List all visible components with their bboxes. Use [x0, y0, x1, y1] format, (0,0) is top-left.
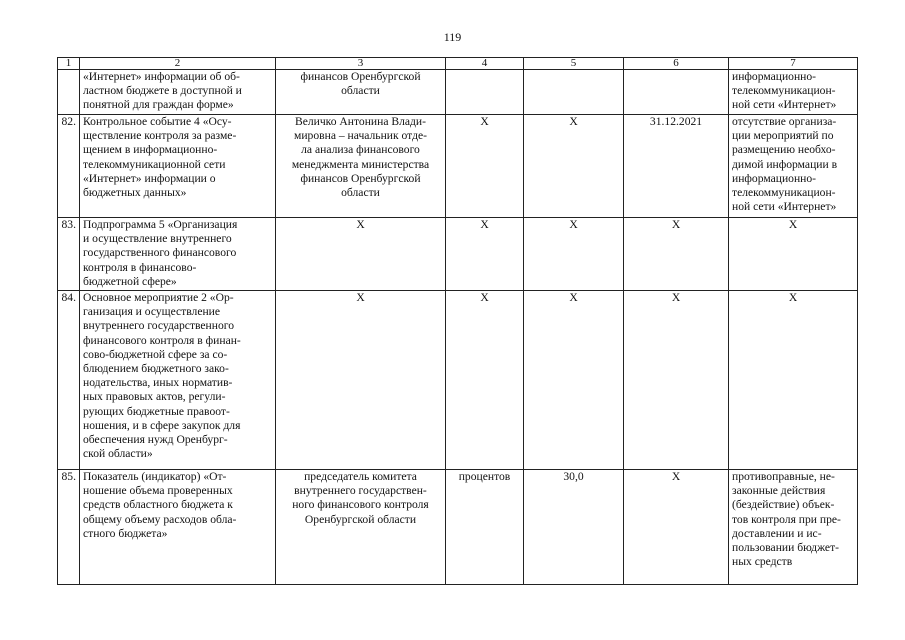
column-header: 3 [276, 58, 446, 70]
row-note: отсутствие организа- ции мероприятий по размещению необхо- димой информации в информационно- телекоммуникацион- ной сети «Интернет» [729, 115, 858, 218]
column-header: 7 [729, 58, 858, 70]
row-number: 84. [58, 291, 80, 470]
page-number: 119 [443, 30, 462, 44]
row-note: X [729, 218, 858, 291]
row-unit [446, 70, 524, 115]
row-unit: процентов [446, 470, 524, 585]
table-row [58, 218, 858, 291]
row-name: «Интернет» информации об об- ластном бюджете в доступной и понятной для граждан форме» [80, 70, 276, 115]
row-responsible: X [276, 218, 446, 291]
row-value [524, 70, 624, 115]
table-row [58, 70, 858, 115]
row-note: информационно- телекоммуникацион- ной сети «Интернет» [729, 70, 858, 115]
row-note: X [729, 291, 858, 470]
row-number: 85. [58, 470, 80, 585]
table-row [58, 470, 858, 585]
column-header: 6 [624, 58, 729, 70]
row-number [58, 70, 80, 115]
row-name: Показатель (индикатор) «От- ношение объема проверенных средств областного бюджета к общему объему расходов обла- стного бюджета» [80, 470, 276, 585]
row-responsible: X [276, 291, 446, 470]
table-row [58, 115, 858, 218]
column-header: 2 [80, 58, 276, 70]
row-unit: X [446, 291, 524, 470]
row-date: 31.12.2021 [624, 115, 729, 218]
row-value: X [524, 115, 624, 218]
row-unit: X [446, 115, 524, 218]
row-number: 83. [58, 218, 80, 291]
row-unit: X [446, 218, 524, 291]
row-name: Основное мероприятие 2 «Ор- ганизация и осуществление внутреннего государственного финансового контроля в финан- сово-бюджетной сфере за со- блюдением бюджетного зако- нодательства, иных норматив- ных правовых актов, регули- рующих бюджетные правоот- ношения, и в сфере закупок для обеспечения нужд Оренбург- ской области» [80, 291, 276, 470]
row-name: Контрольное событие 4 «Осу- ществление контроля за разме- щением в информационно- телекоммуникационной сети «Интернет» информации о бюджетных данных» [80, 115, 276, 218]
row-value: 30,0 [524, 470, 624, 585]
row-note: противоправные, не- законные действия (бездействие) объек- тов контроля при пре- доставлении и ис- пользовании бюджет- ных средств [729, 470, 858, 585]
row-responsible: финансов Оренбургской области [276, 70, 446, 115]
column-header: 4 [446, 58, 524, 70]
row-value: X [524, 291, 624, 470]
row-responsible: Величко Антонина Влади- мировна – начальник отде- ла анализа финансового менеджмента министерства финансов Оренбургской области [276, 115, 446, 218]
row-date: X [624, 291, 729, 470]
row-date: X [624, 470, 729, 585]
row-date [624, 70, 729, 115]
column-header: 1 [58, 58, 80, 70]
table-row [58, 291, 858, 470]
header-row [58, 58, 858, 70]
row-number: 82. [58, 115, 80, 218]
row-value: X [524, 218, 624, 291]
row-date: X [624, 218, 729, 291]
column-header: 5 [524, 58, 624, 70]
plan-table [57, 57, 858, 585]
row-responsible: председатель комитета внутреннего государствен- ного финансового контроля Оренбургской области [276, 470, 446, 585]
row-name: Подпрограмма 5 «Организация и осуществление внутреннего государственного финансового контроля в финансово- бюджетной сфере» [80, 218, 276, 291]
